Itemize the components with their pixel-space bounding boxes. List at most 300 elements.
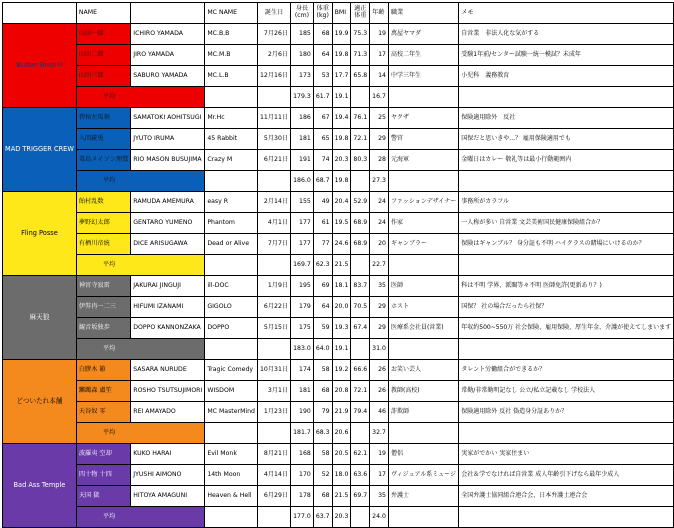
member-birthday: 8月21日 [257, 444, 290, 465]
member-row [3, 486, 674, 507]
average-bmi: 19.1 [332, 339, 351, 360]
member-height: 178 [291, 486, 314, 507]
average-label: 平均 [76, 171, 204, 192]
member-row [3, 213, 674, 234]
header-name: NAME [76, 3, 130, 24]
member-row [3, 234, 674, 255]
average-blank-job [388, 171, 458, 192]
member-name-jp: 白膠木 簓 [76, 360, 130, 381]
average-row [3, 87, 674, 108]
member-age: 28 [370, 150, 389, 171]
member-ideal-weight: 68.9 [351, 234, 370, 255]
member-row [3, 108, 674, 129]
member-row [3, 66, 674, 87]
average-age: 27.3 [370, 171, 389, 192]
header-age: 年齢 [370, 3, 389, 24]
member-mc-name: Tragic Comedy [205, 360, 258, 381]
member-row [3, 444, 674, 465]
member-bmi: 20.5 [332, 444, 351, 465]
average-blank-job [388, 339, 458, 360]
member-bmi: 19.5 [332, 213, 351, 234]
header-row [3, 3, 674, 24]
member-age: 26 [370, 381, 389, 402]
member-birthday: 2月14日 [257, 192, 290, 213]
member-name-jp: 伊弉冉一二三 [76, 297, 130, 318]
member-age: 19 [370, 444, 389, 465]
member-birthday: 6月22日 [257, 297, 290, 318]
member-ideal-weight: 75.3 [351, 24, 370, 45]
average-weight: 68.3 [313, 423, 332, 444]
member-birthday: 12月16日 [257, 66, 290, 87]
average-blank-memo [459, 171, 674, 192]
average-label: 平均 [76, 87, 204, 108]
member-row [3, 297, 674, 318]
member-bmi: 20.4 [332, 192, 351, 213]
member-mc-name: WISDOM [205, 381, 258, 402]
member-row [3, 192, 674, 213]
member-ideal-weight: 72.1 [351, 129, 370, 150]
member-height: 186 [291, 108, 314, 129]
member-age: 35 [370, 486, 389, 507]
member-age: 26 [370, 360, 389, 381]
average-age: 22.7 [370, 255, 389, 276]
member-name-jp: 天谷奴 零 [76, 402, 130, 423]
member-height: 175 [291, 318, 314, 339]
average-blank-birthday [257, 255, 290, 276]
member-mc-name: 14th Moon [205, 465, 258, 486]
member-name-romaji: HITOYA AMAGUNI [131, 486, 205, 507]
member-row [3, 360, 674, 381]
member-row [3, 129, 674, 150]
average-bmi: 19.1 [332, 87, 351, 108]
member-row [3, 318, 674, 339]
member-name-jp: 入間銃兎 [76, 129, 130, 150]
average-ideal [351, 507, 370, 528]
average-height: 183.0 [291, 339, 314, 360]
average-row [3, 171, 674, 192]
member-job: 高校二年生 [388, 45, 458, 66]
member-bmi: 18.1 [332, 276, 351, 297]
member-ideal-weight: 52.9 [351, 192, 370, 213]
member-weight: 49 [313, 192, 332, 213]
member-row [3, 402, 674, 423]
member-weight: 52 [313, 465, 332, 486]
average-height: 179.3 [291, 87, 314, 108]
average-blank-memo [459, 507, 674, 528]
group-name-cell: Buster Bros!!! [3, 24, 77, 108]
average-bmi: 20.6 [332, 423, 351, 444]
member-birthday: 6月21日 [257, 150, 290, 171]
average-age: 31.0 [370, 339, 389, 360]
member-birthday: 5月30日 [257, 129, 290, 150]
member-name-romaji: SABURO YAMADA [131, 66, 205, 87]
member-row [3, 24, 674, 45]
member-weight: 68 [313, 24, 332, 45]
average-blank-job [388, 87, 458, 108]
member-name-romaji: ICHIRO YAMADA [131, 24, 205, 45]
member-memo: 科は不明 学界、派閥等々不明 医師免許(更新あり？) [459, 276, 674, 297]
average-height: 181.7 [291, 423, 314, 444]
member-job: ホスト [388, 297, 458, 318]
member-mc-name: Mr.Hc [205, 108, 258, 129]
header-name-romaji [131, 3, 205, 24]
member-bmi: 19.8 [332, 129, 351, 150]
member-mc-name: DOPPO [205, 318, 258, 339]
member-height: 170 [291, 465, 314, 486]
header-weight: 体重 (kg) [313, 3, 332, 24]
member-age: 20 [370, 234, 389, 255]
member-birthday: 7月26日 [257, 24, 290, 45]
member-name-jp: 神宮寺寂雷 [76, 276, 130, 297]
member-ideal-weight: 66.6 [351, 360, 370, 381]
average-label: 平均 [76, 255, 204, 276]
average-ideal [351, 171, 370, 192]
member-bmi: 17.7 [332, 66, 351, 87]
member-name-jp: 天国 獄 [76, 486, 130, 507]
member-ideal-weight: 72.1 [351, 381, 370, 402]
member-height: 174 [291, 360, 314, 381]
average-label: 平均 [76, 507, 204, 528]
member-memo: 保険はギャンブル？ 身分証も不明 ハイクラスの賭場にいけるのか？ [459, 234, 674, 255]
header-mc-name: MC NAME [205, 3, 258, 24]
member-age: 24 [370, 192, 389, 213]
member-birthday: 11月11日 [257, 108, 290, 129]
average-weight: 64.0 [313, 339, 332, 360]
member-name-romaji: DOPPO KANNONZAKA [131, 318, 205, 339]
member-memo: 国保だと思いきや...？ 雇用保険適用でも [459, 129, 674, 150]
member-bmi: 19.4 [332, 108, 351, 129]
member-name-jp: 波羅夷 空却 [76, 444, 130, 465]
average-ideal [351, 339, 370, 360]
member-memo: 国保？ 社の場合だったら社保？ [459, 297, 674, 318]
average-blank-memo [459, 423, 674, 444]
member-ideal-weight: 69.7 [351, 486, 370, 507]
average-label: 平均 [76, 423, 204, 444]
member-name-romaji: RIO MASON BUSUJIMA [131, 150, 205, 171]
member-mc-name: Crazy M [205, 150, 258, 171]
member-name-romaji: DICE ARISUGAWA [131, 234, 205, 255]
member-memo: 自営業 非法人化な気がする [459, 24, 674, 45]
member-ideal-weight: 76.1 [351, 108, 370, 129]
average-blank-mc [205, 171, 258, 192]
member-weight: 74 [313, 150, 332, 171]
member-name-jp: 夢野幻太郎 [76, 213, 130, 234]
group-name-cell: Fling Posse [3, 192, 77, 276]
member-bmi: 21.5 [332, 486, 351, 507]
group-name-cell: どついたれ本舗 [3, 360, 77, 444]
member-name-jp: 毒島メイソン理鶯 [76, 150, 130, 171]
member-weight: 67 [313, 108, 332, 129]
member-birthday: 3月1日 [257, 381, 290, 402]
member-ideal-weight: 79.4 [351, 402, 370, 423]
average-weight: 62.3 [313, 255, 332, 276]
member-name-jp: 碧棺左馬刻 [76, 108, 130, 129]
average-blank-job [388, 507, 458, 528]
average-blank-mc [205, 255, 258, 276]
member-memo: 小児科 義務教育 [459, 66, 674, 87]
member-job: 医療系会社員(営業) [388, 318, 458, 339]
member-row [3, 150, 674, 171]
member-age: 14 [370, 66, 389, 87]
member-bmi: 19.8 [332, 45, 351, 66]
member-mc-name: Phantom [205, 213, 258, 234]
average-blank-memo [459, 87, 674, 108]
header-group-cell [3, 3, 77, 24]
member-height: 195 [291, 276, 314, 297]
average-row [3, 255, 674, 276]
division-roster-table [2, 2, 674, 528]
member-name-romaji: SAMATOKI AOHITSUGI [131, 108, 205, 129]
member-bmi: 18.0 [332, 465, 351, 486]
member-bmi: 20.8 [332, 381, 351, 402]
member-mc-name: Evil Monk [205, 444, 258, 465]
member-birthday: 6月29日 [257, 486, 290, 507]
average-blank-mc [205, 87, 258, 108]
member-name-romaji: REI AMAYADO [131, 402, 205, 423]
member-mc-name: MC.M.B [205, 45, 258, 66]
member-bmi: 19.2 [332, 360, 351, 381]
member-name-romaji: JIRO YAMADA [131, 45, 205, 66]
member-height: 185 [291, 24, 314, 45]
member-job: 詐欺師 [388, 402, 458, 423]
member-birthday: 2月6日 [257, 45, 290, 66]
average-age: 16.7 [370, 87, 389, 108]
member-memo: 年収約500~550万 社会保険、雇用保険、厚生年金、介護が使えてしまいます [459, 318, 674, 339]
member-bmi: 20.0 [332, 297, 351, 318]
member-memo: タレント労働組合ができるか？ [459, 360, 674, 381]
member-mc-name: Dead or Alive [205, 234, 258, 255]
member-age: 17 [370, 45, 389, 66]
member-age: 24 [370, 213, 389, 234]
header-height: 身長 (cm) [291, 3, 314, 24]
table-body [3, 3, 674, 528]
member-name-romaji: ROSHO TSUTSUJIMORI [131, 381, 205, 402]
member-height: 179 [291, 297, 314, 318]
member-name-romaji: JYUSHI AIMONO [131, 465, 205, 486]
member-job: 僧侶 [388, 444, 458, 465]
member-memo: 一人称が多い 自営業 文芸美術国民健康保険組合か？ [459, 213, 674, 234]
member-height: 181 [291, 381, 314, 402]
member-bmi: 24.6 [332, 234, 351, 255]
member-job: ヴィジュアル系ミュージ [388, 465, 458, 486]
member-ideal-weight: 70.5 [351, 297, 370, 318]
member-weight: 64 [313, 297, 332, 318]
member-age: 29 [370, 318, 389, 339]
member-weight: 53 [313, 66, 332, 87]
member-ideal-weight: 83.7 [351, 276, 370, 297]
member-height: 168 [291, 444, 314, 465]
average-blank-memo [459, 255, 674, 276]
member-job: 弁護士 [388, 486, 458, 507]
member-row [3, 381, 674, 402]
member-name-romaji: GENTARO YUMENO [131, 213, 205, 234]
member-age: 46 [370, 402, 389, 423]
member-job: 教師(高校) [388, 381, 458, 402]
member-name-jp: 観音坂独歩 [76, 318, 130, 339]
member-age: 29 [370, 297, 389, 318]
average-blank-memo [459, 339, 674, 360]
member-name-romaji: SASARA NURUDE [131, 360, 205, 381]
member-weight: 68 [313, 486, 332, 507]
member-weight: 58 [313, 360, 332, 381]
average-blank-job [388, 423, 458, 444]
member-mc-name: MC.L.B [205, 66, 258, 87]
member-job: 中学三年生 [388, 66, 458, 87]
member-ideal-weight: 62.1 [351, 444, 370, 465]
average-ideal [351, 255, 370, 276]
header-bmi: BMI [332, 3, 351, 24]
member-mc-name: GIGOLO [205, 297, 258, 318]
member-job: ギャンブラー [388, 234, 458, 255]
member-height: 155 [291, 192, 314, 213]
member-mc-name: easy R [205, 192, 258, 213]
average-blank-job [388, 255, 458, 276]
member-job: 警官 [388, 129, 458, 150]
member-weight: 64 [313, 45, 332, 66]
member-memo: 実家がでかい 実家住まい [459, 444, 674, 465]
average-bmi: 19.8 [332, 171, 351, 192]
group-name-cell: MAD TRIGGER CREW [3, 108, 77, 192]
member-height: 173 [291, 66, 314, 87]
group-name-cell: Bad Ass Temple [3, 444, 77, 528]
member-job: ファッションデザイナー [388, 192, 458, 213]
member-name-romaji: RAMUDA AMEMURA [131, 192, 205, 213]
member-bmi: 19.3 [332, 318, 351, 339]
member-ideal-weight: 68.9 [351, 213, 370, 234]
average-ideal [351, 87, 370, 108]
member-mc-name: 45 Rabbit [205, 129, 258, 150]
header-ideal-weight: 適正体重 [351, 3, 370, 24]
member-weight: 68 [313, 381, 332, 402]
member-name-romaji: JAKURAI JINGUJI [131, 276, 205, 297]
member-memo: 常勤/非常勤明記なし 公立/私立記載なし 学校法人 [459, 381, 674, 402]
average-blank-birthday [257, 171, 290, 192]
average-weight: 68.7 [313, 171, 332, 192]
member-age: 19 [370, 24, 389, 45]
member-ideal-weight: 63.6 [351, 465, 370, 486]
member-bmi: 19.9 [332, 24, 351, 45]
average-weight: 61.7 [313, 87, 332, 108]
average-blank-birthday [257, 339, 290, 360]
member-height: 180 [291, 45, 314, 66]
member-memo: 金曜日はカレー 敬礼等は最小行動範囲内 [459, 150, 674, 171]
average-bmi: 21.5 [332, 255, 351, 276]
member-job: お笑い芸人 [388, 360, 458, 381]
average-bmi: 20.3 [332, 507, 351, 528]
average-blank-birthday [257, 507, 290, 528]
average-height: 177.0 [291, 507, 314, 528]
average-weight: 63.7 [313, 507, 332, 528]
member-name-jp: 四十物 十四 [76, 465, 130, 486]
member-mc-name: MC MasterMind [205, 402, 258, 423]
average-row [3, 507, 674, 528]
member-age: 35 [370, 276, 389, 297]
member-name-jp: 有栖川帝統 [76, 234, 130, 255]
member-height: 190 [291, 402, 314, 423]
average-row [3, 339, 674, 360]
member-job: 医師 [388, 276, 458, 297]
average-blank-birthday [257, 87, 290, 108]
member-height: 177 [291, 234, 314, 255]
member-memo: 受験1年前/センター試験一統一模試？未成年 [459, 45, 674, 66]
member-job: 作家 [388, 213, 458, 234]
member-mc-name: ill-DOC [205, 276, 258, 297]
member-birthday: 1月9日 [257, 276, 290, 297]
member-mc-name: Heaven & Hell [205, 486, 258, 507]
header-birthday: 誕生日 [257, 3, 290, 24]
member-weight: 69 [313, 276, 332, 297]
member-weight: 61 [313, 213, 332, 234]
member-birthday: 7月7日 [257, 234, 290, 255]
member-height: 191 [291, 150, 314, 171]
member-ideal-weight: 65.8 [351, 66, 370, 87]
member-weight: 65 [313, 129, 332, 150]
member-name-romaji: HIFUMI IZANAMI [131, 297, 205, 318]
member-memo: 会社＆学でなければ自営業 成人年齢引下げなら最年少成人 [459, 465, 674, 486]
average-label: 平均 [76, 339, 204, 360]
member-ideal-weight: 80.3 [351, 150, 370, 171]
average-row [3, 423, 674, 444]
header-job: 職業 [388, 3, 458, 24]
member-name-jp: 山田二郎 [76, 45, 130, 66]
member-memo: 全国弁護士協同組合連合会、日本弁護士連合会 [459, 486, 674, 507]
member-ideal-weight: 71.3 [351, 45, 370, 66]
average-age: 24.0 [370, 507, 389, 528]
member-job: 萬屋ヤマダ [388, 24, 458, 45]
member-ideal-weight: 67.4 [351, 318, 370, 339]
average-height: 186.0 [291, 171, 314, 192]
member-memo: 保険適用除外 反社 [459, 108, 674, 129]
member-weight: 79 [313, 402, 332, 423]
member-height: 177 [291, 213, 314, 234]
member-birthday: 10月31日 [257, 360, 290, 381]
member-mc-name: MC.B.B [205, 24, 258, 45]
member-row [3, 276, 674, 297]
member-row [3, 465, 674, 486]
member-memo: 保険適用除外 反社 偽造身分証ありか？ [459, 402, 674, 423]
average-height: 169.7 [291, 255, 314, 276]
member-birthday: 5月15日 [257, 318, 290, 339]
member-weight: 77 [313, 234, 332, 255]
member-height: 181 [291, 129, 314, 150]
member-weight: 58 [313, 444, 332, 465]
average-blank-mc [205, 507, 258, 528]
header-memo: メモ [459, 3, 674, 24]
average-blank-birthday [257, 423, 290, 444]
member-job: ヤクザ [388, 108, 458, 129]
member-age: 29 [370, 129, 389, 150]
member-weight: 59 [313, 318, 332, 339]
group-name-cell: 麻天狼 [3, 276, 77, 360]
member-name-jp: 躑躅森 盧笙 [76, 381, 130, 402]
member-bmi: 21.9 [332, 402, 351, 423]
member-name-jp: 山田三郎 [76, 66, 130, 87]
member-job: 元海軍 [388, 150, 458, 171]
average-age: 32.7 [370, 423, 389, 444]
average-blank-mc [205, 423, 258, 444]
member-birthday: 4月14日 [257, 465, 290, 486]
member-birthday: 4月1日 [257, 213, 290, 234]
member-name-jp: 飴村乱数 [76, 192, 130, 213]
member-bmi: 20.3 [332, 150, 351, 171]
average-ideal [351, 423, 370, 444]
average-blank-mc [205, 339, 258, 360]
member-birthday: 1月23日 [257, 402, 290, 423]
member-name-jp: 山田一郎 [76, 24, 130, 45]
member-name-romaji: JYUTO IRUMA [131, 129, 205, 150]
member-age: 25 [370, 108, 389, 129]
member-name-romaji: KUKO HARAI [131, 444, 205, 465]
